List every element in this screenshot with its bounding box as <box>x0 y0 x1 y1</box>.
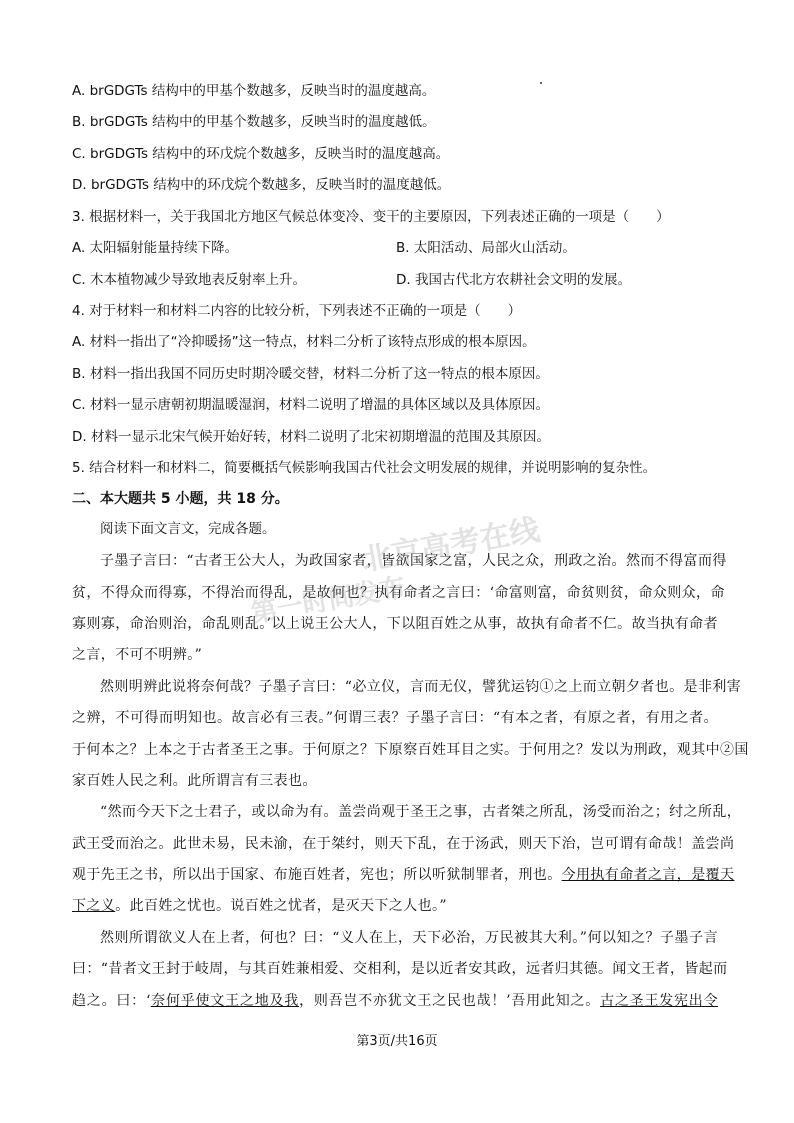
passage-line: 之辨，不可得而明知也。故言必有三表。”何谓三表？子墨子言曰：“有本之者，有原之者，有用之者。 <box>72 710 718 726</box>
passage-line <box>72 992 718 1010</box>
passage-line: 家百姓人民之利。此所谓言有三表也。 <box>72 773 317 789</box>
q3-option-c: C. 木本植物减少导致地表反射率上升。 <box>72 272 307 288</box>
q4-option-b: B. 材料一指出我国不同历史时期冷暖交替，材料二分析了这一特点的根本原因。 <box>72 366 549 382</box>
q2-option-b: B. brGDGTs 结构中的甲基个数越多，反映当时的温度越低。 <box>72 114 436 130</box>
q4-option-a: A. 材料一指出了“冷抑暖扬”这一特点，材料二分析了该特点形成的根本原因。 <box>72 334 536 350</box>
underlined-sentence: 奈何乎使文王之地及我 <box>150 993 300 1009</box>
underlined-sentence: 今用执有命者之言，是覆天 <box>561 867 735 883</box>
q2-option-d: D. brGDGTs 结构中的环戊烷个数越多，反映当时的温度越低。 <box>72 177 451 193</box>
q3-stem: 3. 根据材料一，关于我国北方地区气候总体变冷、变干的主要原因，下列表述正确的一项是（ ） <box>72 209 670 225</box>
q3-option-a: A. 太阳辐射能量持续下降。 <box>72 240 239 256</box>
passage-line: 曰：“昔者文王封于岐周，与其百姓兼相爱、交相利，是以近者安其政，远者归其德。闻文王者，皆起而 <box>72 961 728 977</box>
passage-line: 贫，不得众而得寡，不得治而得乱，是故何也？执有命者之言曰：‘命富则富，命贫则贫，命众则众，命 <box>72 585 725 601</box>
watermark-text: 第一时间发布 <box>249 572 408 630</box>
stray-dot <box>540 82 542 84</box>
passage-line: 然则所谓欲义人在上者，何也？曰：“义人在上，天下必治，万民被其大利。”何以知之？子墨子言 <box>100 930 718 946</box>
passage-line: 寡则寡，命治则治，命乱则乱。’以上说王公大人，下以阻百姓之从事，故执有命者不仁。故当执有命者 <box>72 616 718 632</box>
passage-text: 。此百姓之忧也。说百姓之忧者，是灭天下之人也。” <box>115 898 447 914</box>
section-title: 二、本大题共 5 小题，共 18 分。 <box>72 491 289 507</box>
passage-line: 于何本之？上本之于古者圣王之事。于何原之？下原察百姓耳目之实。于何用之？发以为刑政，观其中②国 <box>72 742 749 758</box>
passage-line <box>72 897 718 915</box>
page-number: 第3页/共16页 <box>356 1034 438 1049</box>
q4-stem: 4. 对于材料一和材料二内容的比较分析，下列表述不正确的一项是（ ） <box>72 303 522 319</box>
q4-option-c: C. 材料一显示唐朝初期温暖湿润，材料二说明了增温的具体区域以及具体原因。 <box>72 397 550 413</box>
passage-text: ，则吾岂不亦犹文王之民也哉！’吾用此知之。 <box>299 993 601 1009</box>
q3-option-b: B. 太阳活动、局部火山活动。 <box>396 240 576 256</box>
passage-line: “然而今天下之士君子，或以命为有。盖尝尚观于圣王之事，古者桀之所乱，汤受而治之；纣之所乱， <box>100 804 742 820</box>
q5-question: 5. 结合材料一和材料二，简要概括气候影响我国古代社会文明发展的规律，并说明影响的复杂性。 <box>72 460 657 476</box>
underlined-sentence: 下之义 <box>72 898 116 914</box>
passage-line: 然则明辨此说将奈何哉？子墨子言曰：“必立仪，言而无仪，譬犹运钧①之上而立朝夕者也。是非利害 <box>100 679 742 695</box>
passage-line: 之言，不可不明辨。” <box>72 647 203 663</box>
watermark-text: 北京高考在线 <box>358 512 543 579</box>
q2-option-a: A. brGDGTs 结构中的甲基个数越多，反映当时的温度越高。 <box>72 83 436 99</box>
passage-text: 观于先王之书，所以出于国家、布施百姓者，宪也；所以听狱制罪者，刑也。 <box>72 867 562 883</box>
passage-line <box>72 866 735 884</box>
passage-line: 子墨子言曰：“古者王公大人，为政国家者，皆欲国家之富，人民之众，刑政之治。然而不得富而得 <box>100 553 727 569</box>
underlined-sentence: 古之圣王发宪出令 <box>600 993 718 1009</box>
q2-option-c: C. brGDGTs 结构中的环戊烷个数越多，反映当时的温度越高。 <box>72 146 450 162</box>
q4-option-d: D. 材料一显示北宋气候开始好转，材料二说明了北宋初期增温的范围及其原因。 <box>72 429 550 445</box>
q3-option-d: D. 我国古代北方农耕社会文明的发展。 <box>396 272 631 288</box>
passage-line: 武王受而治之。此世未易，民未渝，在于桀纣，则天下乱，在于汤武，则天下治，岂可谓有命哉！盖尝尚 <box>72 836 735 852</box>
passage-text: 趋之。曰：‘ <box>72 993 151 1009</box>
section-instruction: 阅读下面文言文，完成各题。 <box>100 521 276 537</box>
